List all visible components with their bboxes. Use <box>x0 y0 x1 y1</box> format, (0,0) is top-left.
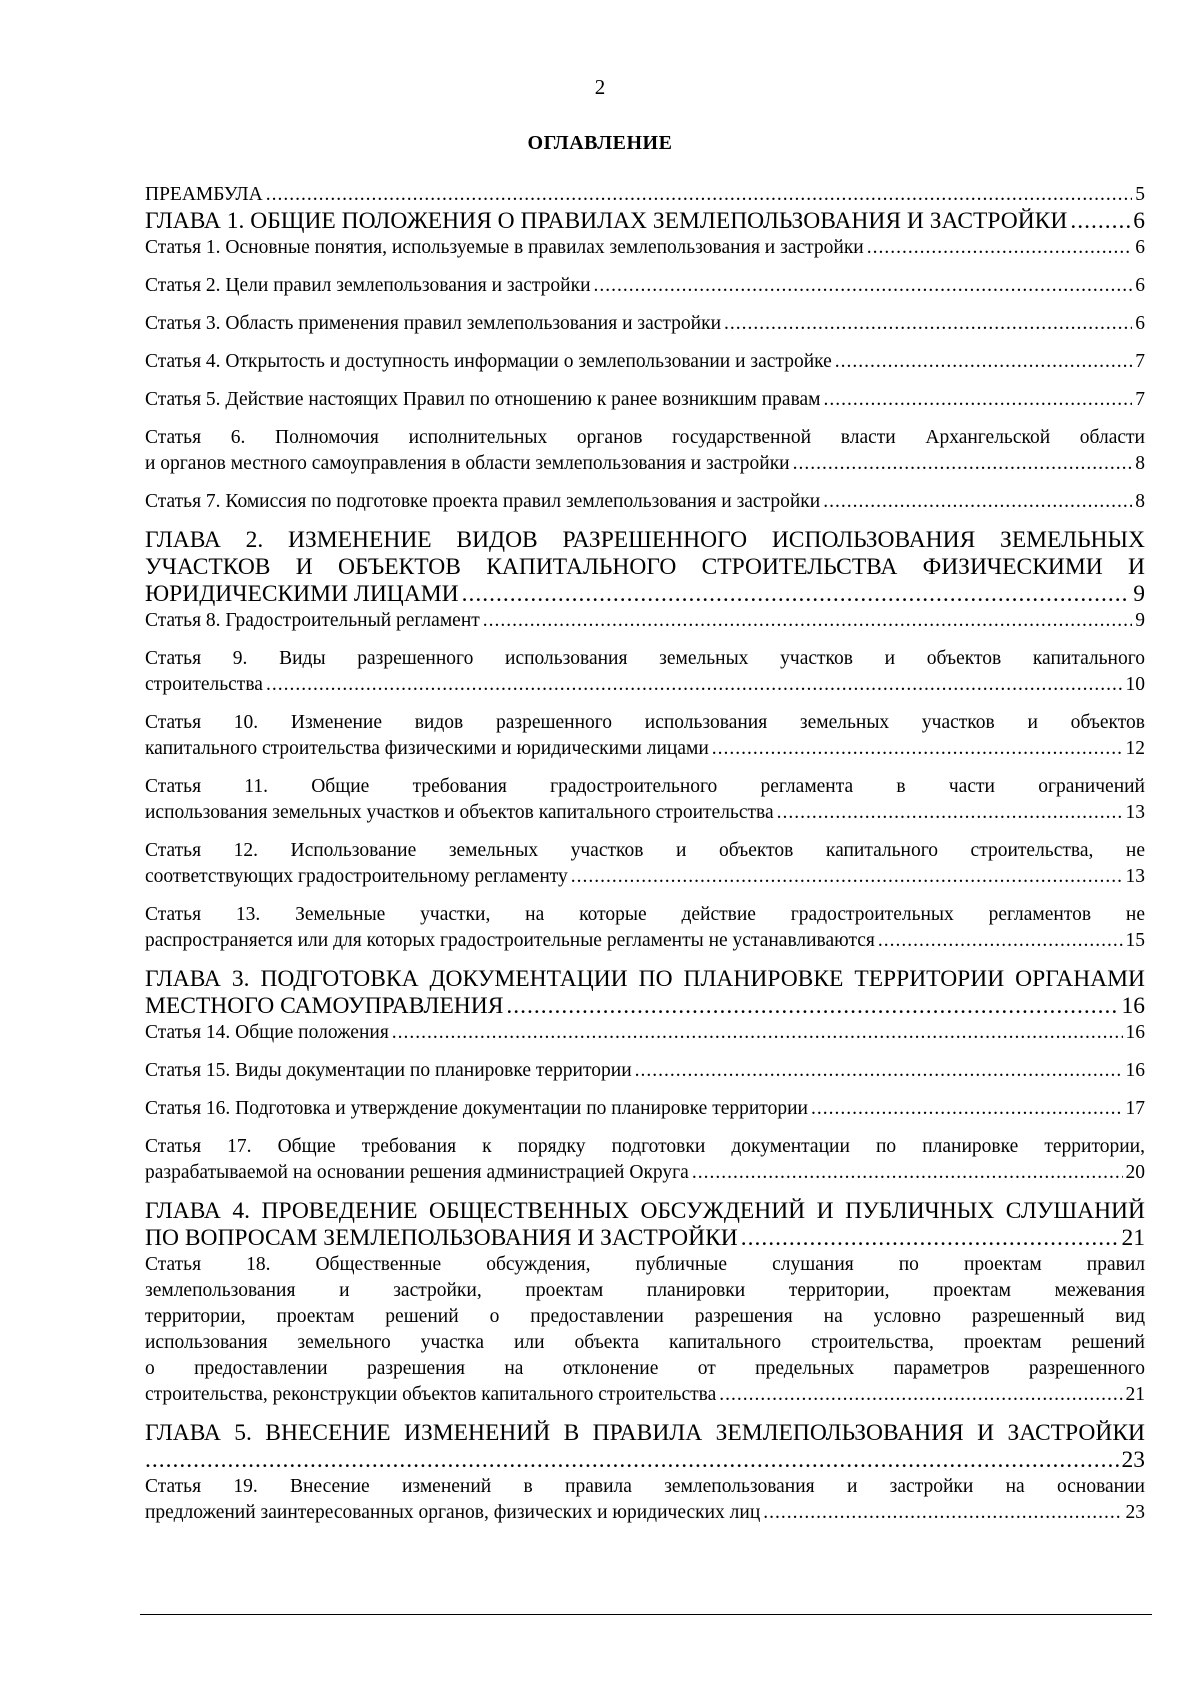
toc-article-entry[interactable] <box>145 489 1145 515</box>
toc-article-entry[interactable] <box>145 1020 1145 1046</box>
toc-page-number: 23 <box>1125 1502 1145 1523</box>
toc-entry-lastline <box>145 928 1145 954</box>
toc-preamble-entry[interactable] <box>145 182 1145 208</box>
toc-chapter-entry[interactable] <box>145 966 1145 1020</box>
toc-entry-text: Статья 4. Открытость и доступность информации о землепользовании и застройке <box>145 351 832 372</box>
toc-article-entry[interactable] <box>145 1058 1145 1084</box>
toc-entry-text: строительства, реконструкции объектов капитального строительства <box>145 1384 717 1405</box>
toc-entry-text: Статья 14. Общие положения <box>145 1022 389 1043</box>
toc-entry-line: Статья 9. Виды разрешенного использования земельных участков и объектов капитального <box>145 648 1145 669</box>
toc-entry-text: ПРЕАМБУЛА <box>145 184 263 205</box>
dot-leader <box>712 736 1123 762</box>
toc-entry-text: Статья 15. Виды документации по планировке территории <box>145 1060 632 1081</box>
toc-entry-lastline <box>145 672 1145 698</box>
toc-entry-text: разрабатываемой на основании решения администрацией Округа <box>145 1162 689 1183</box>
toc-article-entry[interactable] <box>145 1252 1145 1408</box>
dot-leader <box>824 387 1133 413</box>
toc-page-number: 9 <box>1135 610 1145 631</box>
toc-page-number: 21 <box>1121 1225 1145 1251</box>
toc-entry-line: ГЛАВА 4. ПРОВЕДЕНИЕ ОБЩЕСТВЕННЫХ ОБСУЖДЕНИЙ И ПУБЛИЧНЫХ СЛУШАНИЙ <box>145 1198 1145 1224</box>
toc-entry-text: использования земельных участков и объектов капитального строительства <box>145 802 774 823</box>
toc-page-number: 23 <box>1121 1447 1145 1473</box>
toc-entry-text: капитального строительства физическими и юридическими лицами <box>145 738 709 759</box>
toc-article-entry[interactable] <box>145 235 1145 261</box>
dot-leader <box>571 864 1123 890</box>
toc-page-number: 13 <box>1125 866 1145 887</box>
toc-entry-lastline <box>145 349 1145 375</box>
dot-leader <box>266 672 1123 698</box>
toc-entry-lastline <box>145 1447 1145 1474</box>
toc-entry-lastline <box>145 273 1145 299</box>
toc-entry-lastline <box>145 311 1145 337</box>
toc-entry-lastline <box>145 1500 1145 1526</box>
toc-entry-text: соответствующих градостроительному регламенту <box>145 866 568 887</box>
toc-article-entry[interactable] <box>145 311 1145 337</box>
dot-leader <box>594 273 1133 299</box>
toc-article-entry[interactable] <box>145 1134 1145 1186</box>
toc-article-entry[interactable] <box>145 349 1145 375</box>
toc-article-entry[interactable] <box>145 646 1145 698</box>
dot-leader <box>777 800 1123 826</box>
toc-article-entry[interactable] <box>145 710 1145 762</box>
toc-article-entry[interactable] <box>145 273 1145 299</box>
toc-entry-line: Статья 11. Общие требования градостроительного регламента в части ограничений <box>145 776 1145 797</box>
toc-page-number: 15 <box>1125 930 1145 951</box>
toc-entry-lastline <box>145 451 1145 477</box>
toc-entry-text: распространяется или для которых градостроительные регламенты не устанавливаются <box>145 930 875 951</box>
toc-entry-lastline <box>145 1225 1145 1252</box>
toc-page-number: 6 <box>1133 208 1145 234</box>
dot-leader <box>692 1160 1123 1186</box>
toc-article-entry[interactable] <box>145 608 1145 634</box>
toc-entry-lastline <box>145 182 1145 208</box>
toc-entry-text: ПО ВОПРОСАМ ЗЕМЛЕПОЛЬЗОВАНИЯ И ЗАСТРОЙКИ <box>145 1225 738 1251</box>
dot-leader <box>878 928 1123 954</box>
toc-entry-line: использования земельного участка или объекта капитального строительства, проектам решений <box>145 1332 1145 1353</box>
toc-page-number: 9 <box>1133 581 1145 607</box>
toc-entry-text: Статья 1. Основные понятия, используемые в правилах землепользования и застройки <box>145 237 864 258</box>
footer-divider <box>140 1614 1152 1615</box>
toc-article-entry[interactable] <box>145 1096 1145 1122</box>
dot-leader <box>763 1500 1122 1526</box>
toc-entry-text: Статья 2. Цели правил землепользования и застройки <box>145 275 591 296</box>
toc-entry-lastline <box>145 387 1145 413</box>
toc-entry-line: Статья 19. Внесение изменений в правила землепользования и застройки на основании <box>145 1476 1145 1497</box>
toc-page-number: 6 <box>1135 237 1145 258</box>
toc-entry-text: ЮРИДИЧЕСКИМИ ЛИЦАМИ <box>145 581 459 607</box>
toc-entry-line: Статья 17. Общие требования к порядку подготовки документации по планировке территории, <box>145 1136 1145 1157</box>
dot-leader <box>392 1020 1123 1046</box>
toc-entry-line: о предоставлении разрешения на отклонение от предельных параметров разрешенного <box>145 1358 1145 1379</box>
toc-page-number: 16 <box>1125 1060 1145 1081</box>
dot-leader <box>741 1225 1119 1252</box>
dot-leader <box>145 1447 1119 1474</box>
toc-entry-lastline <box>145 864 1145 890</box>
table-of-contents <box>145 182 1145 1538</box>
toc-chapter-entry[interactable] <box>145 208 1145 235</box>
toc-entry-lastline <box>145 581 1145 608</box>
dot-leader <box>811 1096 1123 1122</box>
toc-entry-text: Статья 8. Градостроительный регламент <box>145 610 480 631</box>
toc-entry-lastline <box>145 235 1145 261</box>
toc-entry-lastline <box>145 489 1145 515</box>
toc-page-number: 16 <box>1125 1022 1145 1043</box>
toc-entry-lastline <box>145 1382 1145 1408</box>
dot-leader <box>266 182 1133 208</box>
toc-entry-line: ГЛАВА 5. ВНЕСЕНИЕ ИЗМЕНЕНИЙ В ПРАВИЛА ЗЕМЛЕПОЛЬЗОВАНИЯ И ЗАСТРОЙКИ <box>145 1420 1145 1446</box>
dot-leader <box>835 349 1132 375</box>
toc-entry-line: Статья 12. Использование земельных участков и объектов капитального строительства, не <box>145 840 1145 861</box>
toc-page-number: 13 <box>1125 802 1145 823</box>
toc-entry-line: Статья 13. Земельные участки, на которые действие градостроительных регламентов не <box>145 904 1145 925</box>
toc-article-entry[interactable] <box>145 838 1145 890</box>
toc-page-number: 6 <box>1135 313 1145 334</box>
toc-entry-line: землепользования и застройки, проектам планировки территории, проектам межевания <box>145 1280 1145 1301</box>
dot-leader <box>1070 208 1130 235</box>
toc-article-entry[interactable] <box>145 425 1145 477</box>
dot-leader <box>462 581 1131 608</box>
dot-leader <box>635 1058 1123 1084</box>
toc-entry-line: Статья 6. Полномочия исполнительных органов государственной власти Архангельской области <box>145 427 1145 448</box>
toc-entry-text: МЕСТНОГО САМОУПРАВЛЕНИЯ <box>145 993 504 1019</box>
toc-article-entry[interactable] <box>145 387 1145 413</box>
toc-entry-lastline <box>145 800 1145 826</box>
toc-entry-text: Статья 7. Комиссия по подготовке проекта правил землепользования и застройки <box>145 491 821 512</box>
toc-article-entry[interactable] <box>145 902 1145 954</box>
toc-entry-lastline <box>145 608 1145 634</box>
toc-entry-text: строительства <box>145 674 263 695</box>
toc-entry-text: Статья 3. Область применения правил землепользования и застройки <box>145 313 722 334</box>
toc-page-number: 8 <box>1135 491 1145 512</box>
toc-entry-line: Статья 18. Общественные обсуждения, публичные слушания по проектам правил <box>145 1254 1145 1275</box>
dot-leader <box>506 993 1118 1020</box>
toc-page-number: 7 <box>1135 389 1145 410</box>
dot-leader <box>483 608 1132 634</box>
toc-entry-line: Статья 10. Изменение видов разрешенного использования земельных участков и объектов <box>145 712 1145 733</box>
toc-article-entry[interactable] <box>145 1474 1145 1526</box>
toc-entry-line: УЧАСТКОВ И ОБЪЕКТОВ КАПИТАЛЬНОГО СТРОИТЕЛЬСТВА ФИЗИЧЕСКИМИ И <box>145 554 1145 580</box>
toc-entry-lastline <box>145 1058 1145 1084</box>
toc-entry-line: ГЛАВА 3. ПОДГОТОВКА ДОКУМЕНТАЦИИ ПО ПЛАНИРОВКЕ ТЕРРИТОРИИ ОРГАНАМИ <box>145 966 1145 992</box>
page-number: 2 <box>594 75 606 99</box>
toc-entry-lastline <box>145 1096 1145 1122</box>
toc-page-number: 6 <box>1135 275 1145 296</box>
dot-leader <box>867 235 1133 261</box>
toc-page-number: 8 <box>1135 453 1145 474</box>
toc-entry-line: территории, проектам решений о предоставлении разрешения на условно разрешенный вид <box>145 1306 1145 1327</box>
toc-page-number: 17 <box>1125 1098 1145 1119</box>
toc-chapter-entry[interactable] <box>145 1420 1145 1474</box>
dot-leader <box>793 451 1133 477</box>
toc-chapter-entry[interactable] <box>145 1198 1145 1252</box>
toc-entry-text: Статья 16. Подготовка и утверждение документации по планировке территории <box>145 1098 808 1119</box>
toc-page-number: 10 <box>1125 674 1145 695</box>
dot-leader <box>724 311 1132 337</box>
toc-entry-lastline <box>145 1020 1145 1046</box>
toc-entry-text: предложений заинтересованных органов, физических и юридических лиц <box>145 1502 761 1523</box>
toc-page-number: 21 <box>1125 1384 1145 1405</box>
toc-page-number: 16 <box>1121 993 1145 1019</box>
toc-page-number: 7 <box>1135 351 1145 372</box>
dot-leader <box>719 1382 1122 1408</box>
toc-entry-lastline <box>145 1160 1145 1186</box>
toc-entry-lastline <box>145 208 1145 235</box>
toc-page-number: 20 <box>1125 1162 1145 1183</box>
dot-leader <box>823 489 1132 515</box>
toc-page-number: 5 <box>1135 184 1145 205</box>
toc-entry-text: и органов местного самоуправления в области землепользования и застройки <box>145 453 790 474</box>
toc-entry-text: Статья 5. Действие настоящих Правил по отношению к ранее возникшим правам <box>145 389 821 410</box>
toc-article-entry[interactable] <box>145 774 1145 826</box>
toc-entry-lastline <box>145 736 1145 762</box>
toc-chapter-entry[interactable] <box>145 527 1145 608</box>
toc-entry-line: ГЛАВА 2. ИЗМЕНЕНИЕ ВИДОВ РАЗРЕШЕННОГО ИСПОЛЬЗОВАНИЯ ЗЕМЕЛЬНЫХ <box>145 527 1145 553</box>
toc-entry-text: ГЛАВА 1. ОБЩИЕ ПОЛОЖЕНИЯ О ПРАВИЛАХ ЗЕМЛЕПОЛЬЗОВАНИЯ И ЗАСТРОЙКИ <box>145 208 1068 234</box>
toc-page-number: 12 <box>1125 738 1145 759</box>
toc-title: ОГЛАВЛЕНИЕ <box>527 132 673 154</box>
toc-entry-lastline <box>145 993 1145 1020</box>
